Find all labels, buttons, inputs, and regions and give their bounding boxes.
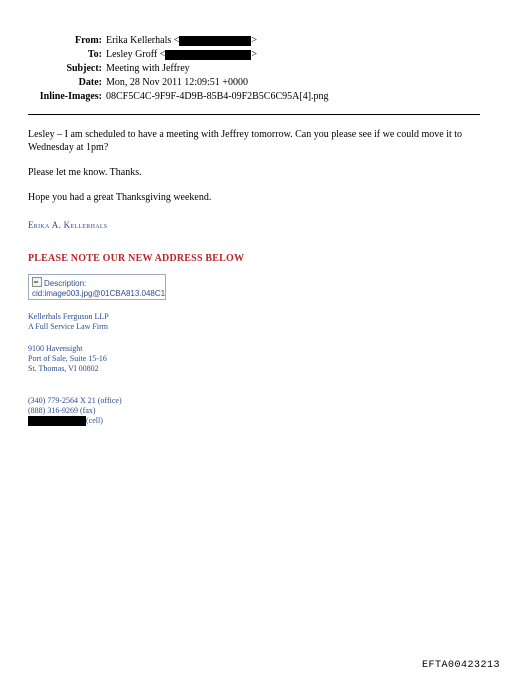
address-line: Port of Sale, Suite 15-16 — [28, 354, 107, 363]
to-close: > — [251, 49, 257, 60]
from-close: > — [251, 35, 258, 46]
phone-office: (340) 779-2564 X 21 (office) — [28, 396, 122, 405]
header-divider — [28, 114, 480, 115]
inline-images-value: 08CF5C4C-9F9F-4D9B-85B4-09F2B5C6C95A[4].png — [106, 91, 329, 102]
broken-image-icon — [32, 277, 42, 287]
email-header — [28, 34, 488, 104]
redaction-bar — [165, 50, 251, 60]
image-alt-line1: Description: — [44, 279, 87, 288]
address-block — [28, 344, 107, 374]
firm-tagline: A Full Service Law Firm — [28, 322, 108, 331]
image-alt-line2: cid:image003.jpg@01CBA813.048C1 — [32, 289, 166, 298]
subject-value: Meeting with Jeffrey — [106, 63, 190, 74]
subject-row — [28, 62, 488, 76]
firm-name: Kellerhals Ferguson LLP — [28, 312, 109, 321]
date-value: Mon, 28 Nov 2011 12:09:51 +0000 — [106, 77, 248, 88]
phone-cell: (cell) — [86, 416, 103, 425]
inline-images-label: Inline-Images: — [39, 91, 102, 102]
from-row — [28, 34, 488, 48]
to-row — [28, 48, 488, 62]
document-id: EFTA00423213 — [421, 660, 500, 671]
date-label: Date: — [78, 77, 102, 88]
firm-block — [28, 312, 109, 332]
to-value: Lesley Groff < — [106, 49, 166, 60]
to-label: To: — [87, 49, 102, 60]
body-paragraph: Please let me know. Thanks. — [28, 167, 142, 178]
from-label: From: — [74, 35, 102, 46]
date-row — [28, 76, 488, 90]
redaction-bar — [179, 36, 251, 46]
signature-name: Erika A. Kellerhals — [28, 220, 108, 230]
subject-label: Subject: — [66, 63, 102, 74]
email-body — [28, 128, 480, 216]
phone-fax: (888) 316-9269 (fax) — [28, 406, 96, 415]
body-paragraph: Hope you had a great Thanksgiving weekend. — [28, 192, 212, 203]
body-paragraph: Lesley – I am scheduled to have a meeting with Jeffrey tomorrow. Can you please see if we could move it to Wednesday at 1pm? — [28, 129, 463, 153]
address-line: St. Thomas, VI 00802 — [28, 364, 99, 373]
broken-image-placeholder — [28, 274, 166, 300]
address-notice: PLEASE NOTE OUR NEW ADDRESS BELOW — [28, 253, 245, 264]
inline-images-row — [28, 90, 488, 104]
phone-block — [28, 396, 122, 426]
from-value: Erika Kellerhals < — [106, 35, 180, 46]
address-line: 9100 Havensight — [28, 344, 83, 353]
redaction-bar — [28, 416, 86, 426]
